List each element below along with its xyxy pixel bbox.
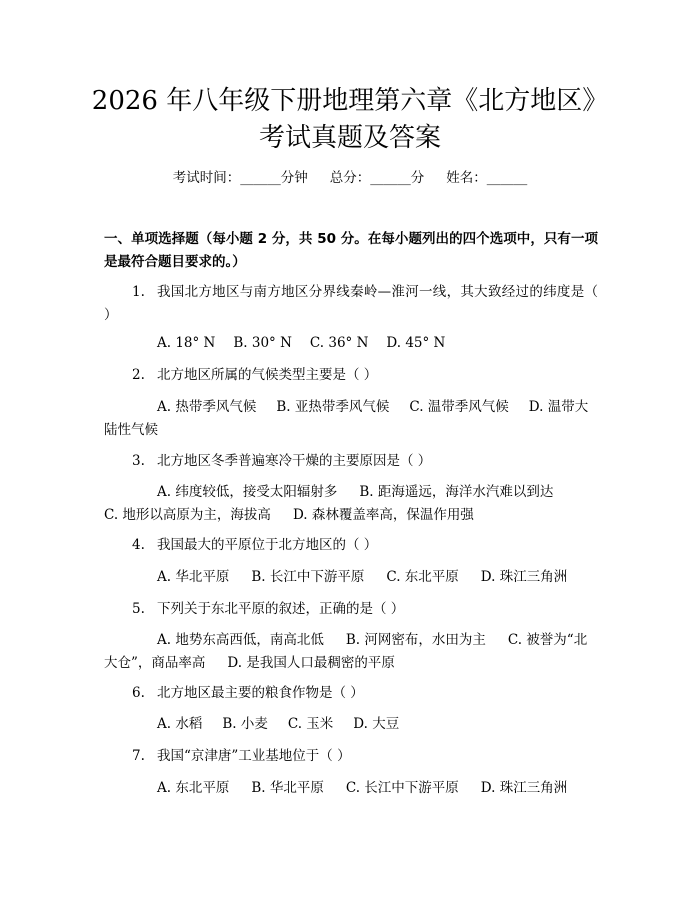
section-heading: 一、单项选择题（每小题 2 分，共 50 分。在每小题列出的四个选项中，只有一项是最符合题目要求的。）	[104, 231, 598, 270]
option-b[interactable]: B. 长江中下游平原	[251, 569, 365, 585]
option-b[interactable]: B. 30° N	[233, 335, 292, 351]
option-b[interactable]: B. 小麦	[222, 716, 268, 732]
option-d[interactable]: D. 45° N	[386, 335, 446, 351]
option-d[interactable]: D. 森林覆盖率高，保温作用强	[292, 507, 474, 523]
option-c[interactable]: C. 被誉为“北大仓”，商品率高	[104, 632, 588, 671]
option-c[interactable]: C. 玉米	[287, 716, 334, 732]
question-1-options	[104, 332, 598, 355]
option-a[interactable]: A. 纬度较低，接受太阳辐射多	[157, 484, 338, 500]
total-score-field: 总分：______分	[329, 170, 425, 186]
option-b[interactable]: B. 华北平原	[251, 780, 324, 796]
question-2-stem	[104, 364, 598, 387]
option-a[interactable]: A. 地势东高西低，南高北低	[157, 632, 324, 648]
option-a[interactable]: A. 热带季风气候	[157, 399, 257, 415]
question-number: 1.	[132, 284, 145, 300]
question-4-stem	[104, 534, 598, 557]
option-d[interactable]: D. 大豆	[353, 716, 400, 732]
question-4-options	[104, 566, 598, 589]
question-text: 北方地区冬季普遍寒冷干燥的主要原因是（ ）	[157, 453, 432, 469]
question-5-stem	[104, 598, 598, 621]
option-c[interactable]: C. 地形以高原为主，海拔高	[104, 507, 271, 523]
question-number: 7.	[132, 748, 145, 764]
question-text: 我国“京津唐”工业基地位于（ ）	[157, 748, 351, 764]
option-c[interactable]: C. 长江中下游平原	[345, 780, 459, 796]
option-b[interactable]: B. 河网密布，水田为主	[345, 632, 486, 648]
exam-title-line2: 考试真题及答案	[258, 123, 441, 153]
question-text: 北方地区最主要的粮食作物是（ ）	[157, 685, 364, 701]
question-2-options	[104, 396, 598, 442]
option-d[interactable]: D. 温带大陆性气候	[104, 399, 589, 438]
exam-title-line1: 2026 年八年级下册地理第六章《北方地区》	[91, 86, 609, 116]
question-5-options	[104, 629, 598, 675]
question-6-options	[104, 713, 598, 736]
question-7-stem	[104, 745, 598, 768]
question-3-options	[104, 481, 598, 527]
question-3-stem	[104, 450, 598, 473]
question-number: 6.	[132, 685, 145, 701]
question-number: 4.	[132, 537, 145, 553]
exam-time-field: 考试时间：______分钟	[172, 170, 308, 186]
option-d[interactable]: D. 是我国人口最稠密的平原	[227, 655, 395, 671]
option-a[interactable]: A. 华北平原	[157, 569, 230, 585]
option-b[interactable]: B. 距海遥远，海洋水汽难以到达	[359, 484, 554, 500]
question-text: 我国北方地区与南方地区分界线秦岭—淮河一线，其大致经过的纬度是（ ）	[104, 284, 598, 323]
option-c[interactable]: C. 东北平原	[386, 569, 459, 585]
student-name-field: 姓名：______	[446, 170, 528, 186]
question-text: 北方地区所属的气候类型主要是（ ）	[157, 367, 378, 383]
exam-info-line	[0, 168, 700, 188]
option-a[interactable]: A. 18° N	[157, 335, 216, 351]
option-d[interactable]: D. 珠江三角洲	[480, 569, 568, 585]
option-a[interactable]: A. 东北平原	[157, 780, 230, 796]
question-number: 2.	[132, 367, 145, 383]
option-b[interactable]: B. 亚热带季风气候	[276, 399, 390, 415]
option-d[interactable]: D. 珠江三角洲	[480, 780, 568, 796]
option-c[interactable]: C. 36° N	[309, 335, 369, 351]
option-a[interactable]: A. 水稻	[157, 716, 203, 732]
question-text: 下列关于东北平原的叙述，正确的是（ ）	[157, 601, 405, 617]
question-text: 我国最大的平原位于北方地区的（ ）	[157, 537, 378, 553]
question-number: 5.	[132, 601, 145, 617]
question-number: 3.	[132, 453, 145, 469]
option-c[interactable]: C. 温带季风气候	[409, 399, 509, 415]
question-6-stem	[104, 682, 598, 705]
question-7-options	[104, 777, 598, 800]
question-1-stem	[104, 281, 598, 327]
